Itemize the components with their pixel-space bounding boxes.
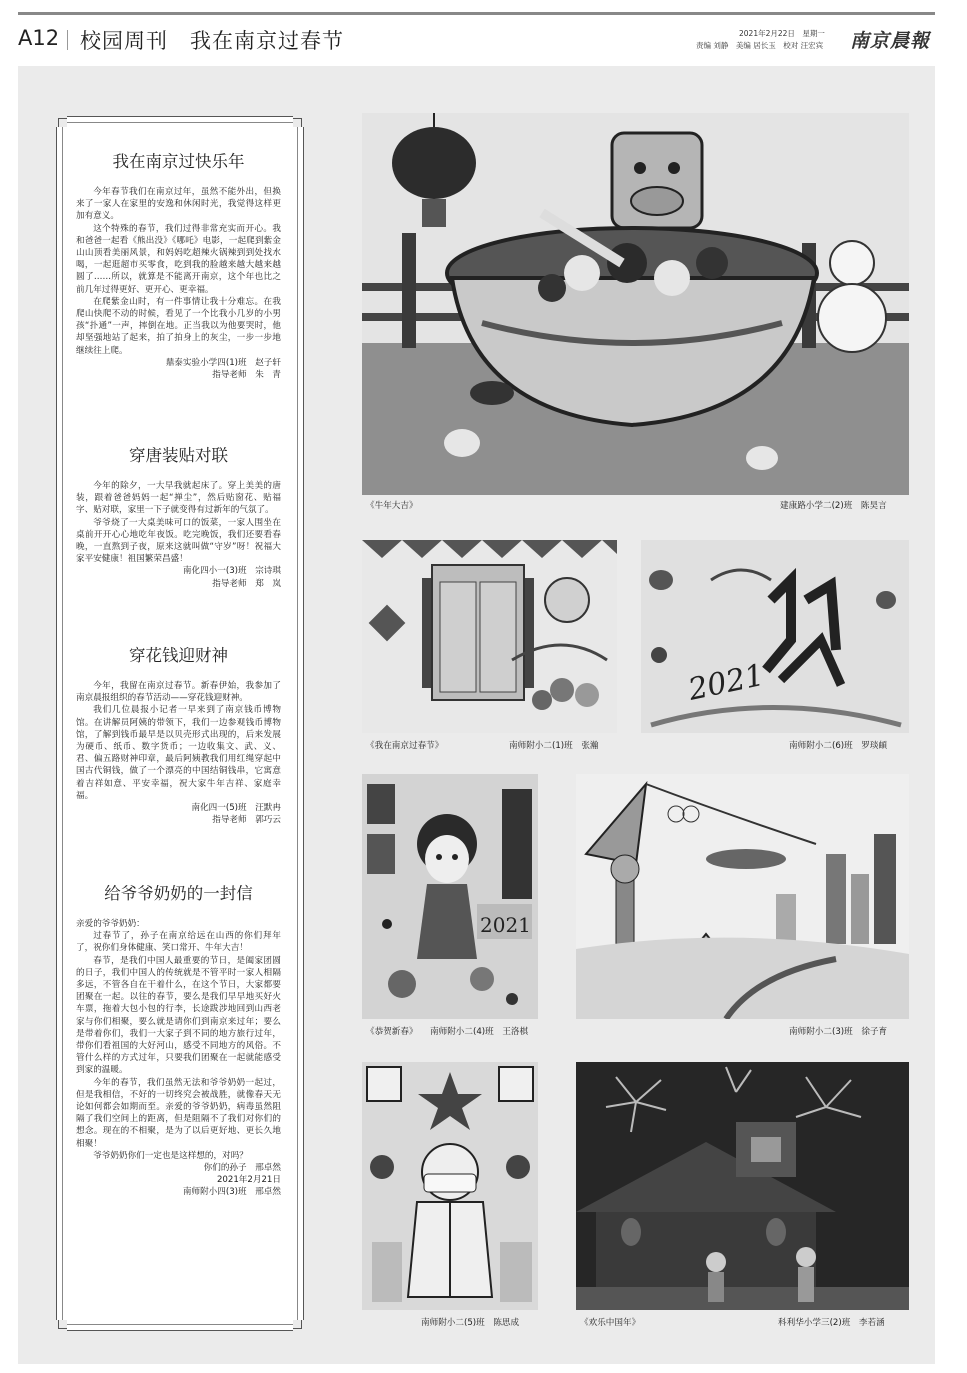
newspaper-logo: 南京晨報	[850, 30, 931, 52]
frame-corner-ornament	[293, 113, 307, 127]
svg-text:2021: 2021	[685, 657, 768, 708]
letter-greeting: 亲爱的爷爷奶奶：	[76, 919, 145, 929]
article-paragraph: 今年春节我们在南京过年，虽然不能外出，但换来了一家人在家里的安逸和休闲时光，我觉得这样更加有意义。	[76, 187, 281, 222]
page-number: A12	[18, 26, 60, 50]
author-line: 南化四小一(3)班 宗诗琪	[182, 566, 281, 577]
page-title	[80, 25, 344, 55]
caption-credit: 南师附小二(6)班 罗琰頔	[789, 741, 888, 751]
header-divider	[67, 30, 68, 50]
section-name: 校园周刊	[80, 29, 168, 53]
article-title: 给爷爷奶奶的一封信	[104, 884, 253, 903]
article-tang-suit	[76, 446, 281, 590]
date-line: 2021年2月22日 星期一	[739, 29, 825, 38]
caption-credit: 科利华小学三(2)班 李若涵	[778, 1318, 885, 1328]
teacher-line: 指导老师 郑 岚	[212, 578, 281, 589]
caption-title: 《恭贺新春》	[366, 1027, 418, 1037]
frame-corner-ornament	[53, 113, 67, 127]
caption-title: 《我在南京过春节》	[366, 741, 444, 751]
article-coin-string	[76, 646, 281, 826]
page-topic: 我在南京过春节	[190, 29, 344, 53]
painting-2021-lantern	[641, 540, 909, 733]
teacher-line: 指导老师 郭巧云	[212, 815, 281, 826]
painting-girl-2021	[362, 774, 538, 1019]
editors-line: 责编 刘静 美编 居长玉 校对 汪宏宾	[696, 41, 824, 50]
svg-text:2021: 2021	[480, 913, 531, 937]
painting-city-rocket	[576, 774, 909, 1019]
article-paragraph: 我们几位晨报小记者一早来到了南京钱币博物馆。在讲解员阿姨的带领下，我们一边参观钱币博物馆，了解到钱币最早是以贝壳形式出现的，后来发展为硬币、纸币、数字货币；一边收集文、武、义、君、偏五路财神印章，最后阿姨教我们用红绳穿起中国古代铜钱，做了一个漂亮的中国结铜钱串，它寓意着吉祥如意、平安幸福，祝大家牛年吉祥、家庭幸福。	[76, 705, 281, 801]
painting-spring-door	[362, 540, 617, 733]
article-paragraph: 爷爷烧了一大桌美味可口的饭菜，一家人围坐在桌前开开心心地吃年夜饭。吃完晚饭，我们还要看春晚，一直熬到子夜，原来这就叫做“守岁”呀！祝福大家平安健康！祖国繁荣昌盛！	[76, 517, 281, 565]
article-letter	[76, 884, 281, 1199]
painting-fireworks	[576, 1062, 909, 1310]
letter-signature: 你们的孙子 邢卓然	[203, 1163, 281, 1174]
article-paragraph: 在爬紫金山时，有一件事情让我十分难忘。在我爬山快爬不动的时候，看见了一个比我小几岁的小男孩“扑通”一声，摔倒在地。正当我以为他要哭时，他却坚强地站了起来，拍了拍身上的灰尘，一步一步地继续往上爬。	[76, 296, 281, 356]
frame-corner-ornament	[53, 1320, 67, 1334]
caption-title: 《欢乐中国年》	[580, 1318, 641, 1328]
caption-credit: 建康路小学二(2)班 陈昊言	[780, 501, 887, 511]
caption-title: 《牛年大吉》	[366, 501, 418, 511]
header-rule	[18, 12, 935, 15]
teacher-line: 指导老师 朱 青	[212, 370, 281, 381]
article-paragraph: 过春节了，孙子在南京给远在山西的你们拜年了，祝你们身体健康、笑口常开、牛年大吉！	[76, 931, 281, 954]
author-line: 南化四一(5)班 汪默冉	[191, 803, 281, 814]
article-title: 穿唐装贴对联	[129, 446, 228, 465]
article-paragraph: 这个特殊的春节，我们过得非常充实而开心。我和爸爸一起看《熊出没》《哪吒》电影，一起爬到紫金山山顶看美丽风景，和妈妈吃超辣火锅辣到到处找水喝，一起逛超市买零食，吃到我的脸越来越大越来越圆了……所以，就算是不能离开南京，这个年也比之前几年过得更好、更开心、更幸福。	[76, 223, 281, 295]
frame-corner-ornament	[293, 1320, 307, 1334]
article-paragraph: 爷爷奶奶你们一定也是这样想的，对吗？	[93, 1150, 248, 1161]
caption-credit: 南师附小二(3)班 徐子育	[789, 1027, 888, 1037]
article-title: 我在南京过快乐年	[112, 152, 245, 171]
letter-class: 南师附小四(3)班 邢卓然	[182, 1187, 281, 1198]
painting-nurse-hero	[362, 1062, 538, 1310]
article-paragraph: 今年的春节，我们虽然无法和爷爷奶奶一起过，但是我相信，不好的一切终究会被战胜，就像春天无论如何都会如期而至。亲爱的爷爷奶奶，病毒虽然阻隔了我们空间上的距离，但是阻隔不了我们对你们的想念。现在的不相聚，是为了以后更好地、更长久地相聚！	[76, 1077, 281, 1149]
caption-credit: 南师附小二(4)班 王洛棋	[430, 1027, 529, 1037]
article-paragraph: 春节，是我们中国人最重要的节日，是阖家团圆的日子，我们中国人的传统就是不管平时一家人相隔多远，不管各自在干着什么，在这个节日，大家都要团聚在一起。以往的春节，要么是我们早早地买好火车票，拖着大包小包的行李，长途跋涉地回到山西老家与你们相聚，要么就是请你们到南京来过年；要么是带着你们，我们一大家子到不同的地方旅行过年，带你们看祖国的大好河山，感受不同地方的风俗。不管什么样的方式过年，只要我们团聚在一起就能感受到家的温暖。	[76, 955, 281, 1076]
author-line: 鼎泰实验小学四(1)班 赵子轩	[165, 357, 281, 368]
article-paragraph: 今年的除夕，一大早我就起床了。穿上美美的唐装，跟着爸爸妈妈一起“掸尘”，然后贴窗花、贴福字、贴对联，家里一下子就变得有过新年的气氛了。	[76, 481, 281, 516]
article-paragraph: 今年，我留在南京过春节。新春伊始，我参加了南京晨报组织的春节活动——穿花钱迎财神。	[76, 681, 281, 704]
letter-date: 2021年2月21日	[216, 1175, 281, 1186]
caption-credit: 南师附小二(1)班 张瀚	[509, 741, 599, 751]
painting-ox-bowl	[362, 113, 909, 495]
article-title: 穿花钱迎财神	[129, 646, 228, 665]
article-happy-new-year	[76, 152, 281, 381]
caption-credit: 南师附小二(5)班 陈思成	[421, 1318, 520, 1328]
